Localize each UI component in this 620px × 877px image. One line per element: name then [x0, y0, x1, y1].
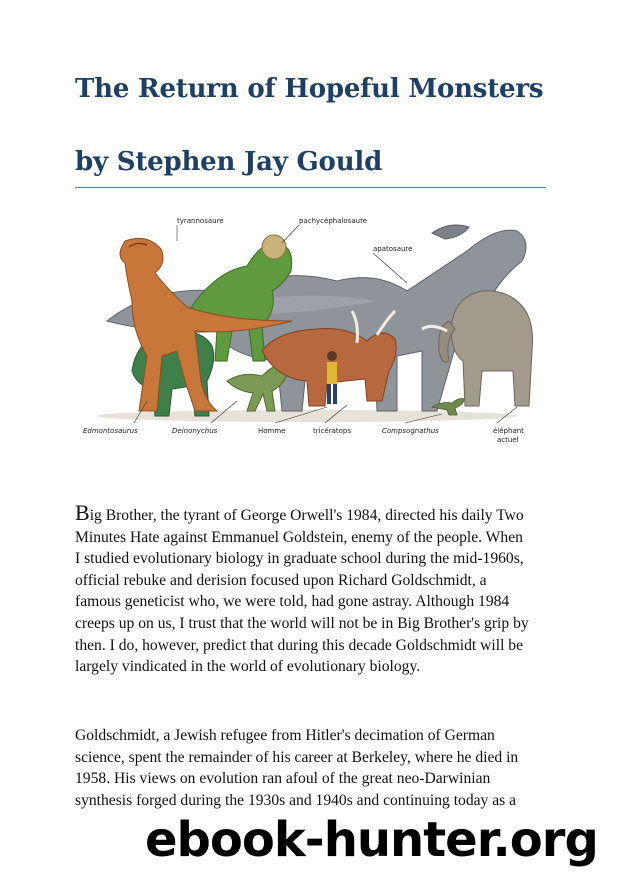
paragraph-1-line: ig Brother, the tyrant of George Orwell's 1984, directed his daily Two — [89, 507, 524, 524]
paragraph-1-line: official rebuke and derision focused upon Richard Goldschmidt, a — [75, 571, 487, 589]
label-deinonychus: Deinonychus — [172, 427, 218, 435]
illustration-svg — [77, 211, 542, 456]
label-human: Homme — [258, 427, 286, 435]
paragraph-2-line: synthesis forged during the 1930s and 1940s and continuing today as a — [75, 791, 517, 809]
watermark-text: ebook-hunter.org — [145, 812, 598, 868]
label-elephant-line1: éléphant — [493, 427, 524, 435]
label-apatosaurus: apatosaure — [373, 245, 413, 253]
label-tyrannosaurus: tyrannosaure — [177, 217, 224, 225]
title-rule — [75, 187, 546, 188]
label-pachycephalosaurus: pachycéphalosaure — [299, 217, 368, 225]
paragraph-1-line: largely vindicated in the world of evolutionary biology. — [75, 658, 421, 676]
label-edmontosaurus: Edmontosaurus — [83, 427, 138, 435]
author-byline: by Stephen Jay Gould — [75, 147, 383, 177]
dinosaur-size-comparison-illustration — [77, 211, 542, 456]
paragraph-1-initial: B — [75, 500, 90, 525]
human-figure — [327, 351, 337, 404]
paragraph-1-line: famous geneticist who, we were told, had gone astray. Although 1984 — [75, 593, 510, 611]
label-elephant-line2: actuel — [497, 436, 519, 444]
label-compsognathus: Compsognathus — [382, 427, 439, 435]
paragraph-2-line: Goldschmidt, a Jewish refugee from Hitler's decimation of German — [75, 727, 495, 744]
paragraph-2-line: science, spent the remainder of his career at Berkeley, where he died in — [75, 748, 519, 766]
page-title: The Return of Hopeful Monsters — [75, 74, 544, 104]
paragraph-2-line: 1958. His views on evolution ran afoul of the great neo-Darwinian — [75, 770, 491, 788]
paragraph-1-line: Minutes Hate against Emmanuel Goldstein, enemy of the people. When — [75, 528, 523, 546]
paragraph-1 — [75, 500, 550, 678]
paragraph-1-line: I studied evolutionary biology in graduate school during the mid-1960s, — [75, 550, 524, 568]
paragraph-1-line: then. I do, however, predict that during this decade Goldschmidt will be — [75, 636, 524, 654]
paragraph-1-line: creeps up on us, I trust that the world will not be in Big Brother's grip by — [75, 614, 529, 632]
paragraph-2 — [75, 725, 550, 811]
label-triceratops: tricératops — [313, 427, 352, 435]
